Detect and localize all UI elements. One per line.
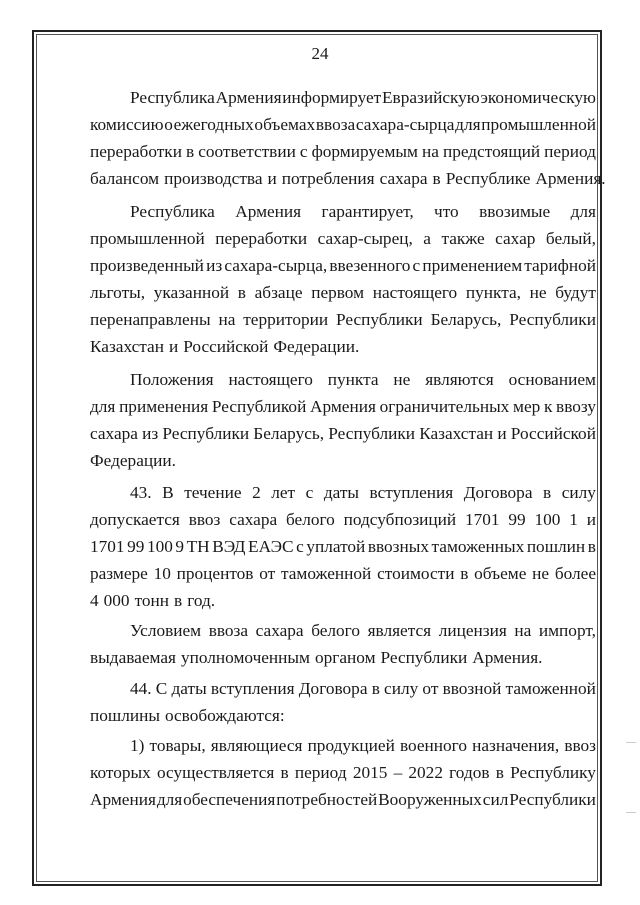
text-line: Казахстан и Российской Федерации. <box>90 337 360 356</box>
text-line: выдаваемая уполномоченным органом Республики Армения. <box>90 648 543 667</box>
paragraph-item-43 <box>90 479 596 614</box>
paragraph-import-license <box>90 617 596 671</box>
paragraph-subitem-1 <box>90 732 596 813</box>
text-line: которых осуществляется в период 2015 – 2022 годов в Республику <box>90 763 596 782</box>
text-line: переработки в соответствии с формируемым на предстоящий период <box>90 142 596 161</box>
text-line: Республика Армения гарантирует, что ввозимые для <box>130 202 596 221</box>
text-line: перенаправлены на территории Республики Беларусь, Республики <box>90 310 596 329</box>
text-line: 44. С даты вступления Договора в силу от ввозной таможенной <box>130 679 596 698</box>
text-line: балансом производства и потребления сахара в Республике Армения. <box>90 169 606 188</box>
text-line: Республика Армения информирует Евразийскую экономическую <box>130 88 596 107</box>
paragraph-no-restrictive-measures <box>90 366 596 474</box>
text-line: размере 10 процентов от таможенной стоимости в объеме не более <box>90 564 596 583</box>
text-line: Федерации. <box>90 451 176 470</box>
text-line: 4 000 тонн в год. <box>90 591 216 610</box>
text-line: для применения Республикой Армения ограничительных мер к ввозу <box>90 397 596 416</box>
paragraph-sugar-import-info <box>90 84 606 192</box>
text-line: сахара из Республики Беларусь, Республики Казахстан и Российской <box>90 424 596 443</box>
text-line: Положения настоящего пункта не являются основанием <box>130 370 596 389</box>
paragraph-item-44 <box>90 675 596 729</box>
text-line: 1701 99 100 9 ТН ВЭД ЕАЭС с уплатой ввозных таможенных пошлин в <box>90 537 596 556</box>
text-line: допускается ввоз сахара белого подсубпозиций 1701 99 100 1 и <box>90 510 596 529</box>
text-line: произведенный из сахара-сырца, ввезенного с применением тарифной <box>90 256 596 275</box>
text-line: Условием ввоза сахара белого является лицензия на импорт, <box>130 621 596 640</box>
text-line: Армения для обеспечения потребностей Вооруженных сил Республики <box>90 790 596 809</box>
scan-artifact-mark <box>626 742 636 743</box>
text-line: промышленной переработки сахар-сырец, а также сахар белый, <box>90 229 596 248</box>
text-line: комиссию о ежегодных объемах ввоза сахара-сырца для промышленной <box>90 115 596 134</box>
text-line: 43. В течение 2 лет с даты вступления Договора в силу <box>130 483 596 502</box>
scan-artifact-mark <box>626 812 636 813</box>
text-line: пошлины освобождаются: <box>90 706 285 725</box>
page-number: 24 <box>311 44 329 63</box>
text-line: льготы, указанной в абзаце первом настоящего пункта, не будут <box>90 283 596 302</box>
text-line: 1) товары, являющиеся продукцией военного назначения, ввоз <box>130 736 596 755</box>
paragraph-non-redirection-guarantee <box>90 198 596 360</box>
